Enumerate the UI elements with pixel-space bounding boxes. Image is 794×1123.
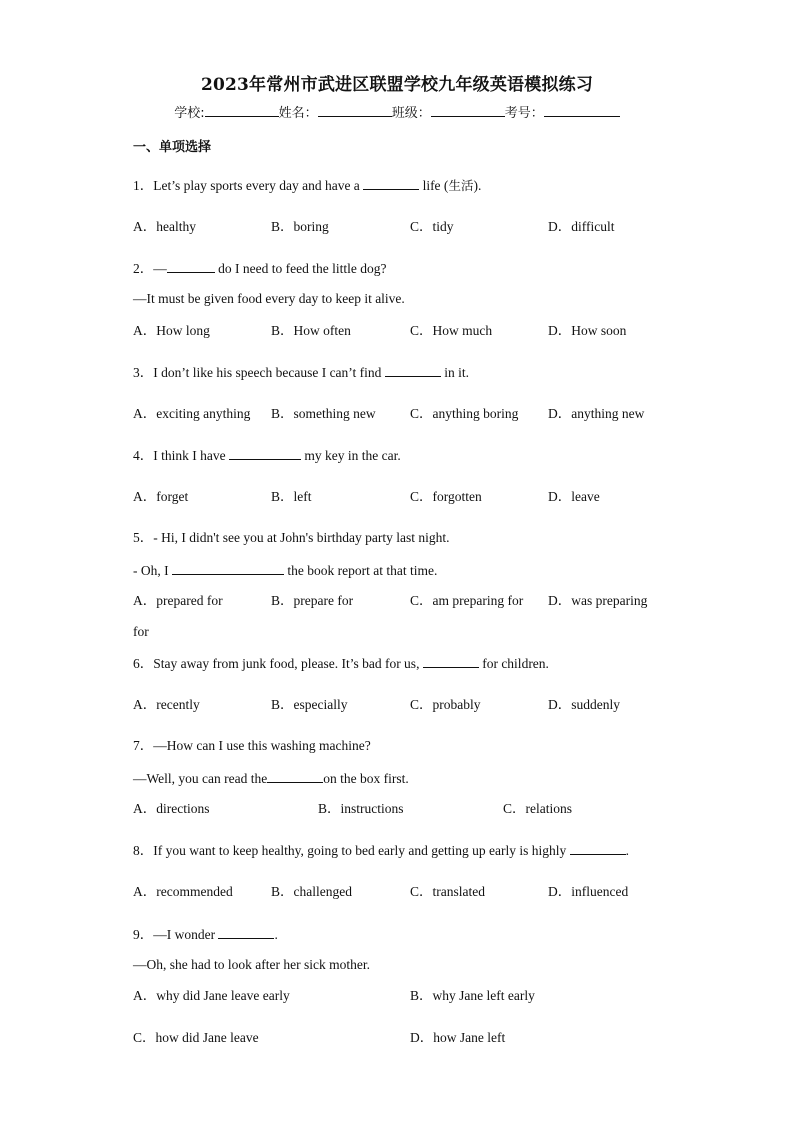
question-6-option-a[interactable]: A．recently (133, 697, 200, 712)
answer-blank (423, 654, 479, 668)
question-5-stem: 5．- Hi, I didn't see you at John's birthday party last night. (133, 530, 450, 545)
question-1-option-c[interactable]: C．tidy (410, 219, 454, 234)
class-blank[interactable] (431, 102, 505, 117)
student-info-row (0, 102, 794, 121)
school-label: 学校: (174, 106, 205, 121)
question-2-option-a[interactable]: A．How long (133, 323, 210, 338)
answer-blank (167, 259, 215, 273)
question-6-stem: 6．Stay away from junk food, please. It’s bad for us, for children. (133, 656, 549, 671)
question-4-stem: 4．I think I have my key in the car. (133, 448, 401, 463)
question-9-option-a[interactable]: A．why did Jane leave early (133, 988, 290, 1003)
question-3-stem: 3．I don’t like his speech because I can’t find in it. (133, 365, 469, 380)
question-2-stem: 2．— do I need to feed the little dog? (133, 261, 387, 276)
question-6-option-c[interactable]: C．probably (410, 697, 481, 712)
question-3-option-a[interactable]: A．exciting anything (133, 406, 251, 421)
question-9-option-c[interactable]: C．how did Jane leave (133, 1030, 259, 1045)
question-5-option-d[interactable]: D．was preparing (548, 593, 648, 608)
question-1-option-a[interactable]: A．healthy (133, 219, 196, 234)
question-3-option-b[interactable]: B．something new (271, 406, 376, 421)
question-5-option-c[interactable]: C．am preparing for (410, 593, 524, 608)
section-title: 一、单项选择 (133, 140, 212, 155)
question-1-option-d[interactable]: D．difficult (548, 219, 615, 234)
question-5-option-d-wrap: for (133, 624, 149, 639)
question-4-option-b[interactable]: B．left (271, 489, 312, 504)
school-blank[interactable] (205, 102, 279, 117)
class-label: 班级： (391, 106, 431, 121)
question-5-option-b[interactable]: B．prepare for (271, 593, 354, 608)
exam-no-label: 考号： (504, 106, 544, 121)
answer-blank (172, 561, 284, 575)
question-2-option-c[interactable]: C．How much (410, 323, 493, 338)
question-2-option-b[interactable]: B．How often (271, 323, 351, 338)
question-7-reply: —Well, you can read the on the box first. (133, 771, 409, 786)
question-3-option-c[interactable]: C．anything boring (410, 406, 519, 421)
question-2-reply: —It must be given food every day to keep it alive. (133, 291, 405, 306)
question-2-option-d[interactable]: D．How soon (548, 323, 627, 338)
name-label: 姓名： (278, 106, 318, 121)
question-9-option-d[interactable]: D．how Jane left (410, 1030, 506, 1045)
question-8-stem: 8．If you want to keep healthy, going to bed early and getting up early is highly . (133, 843, 630, 858)
question-6-option-b[interactable]: B．especially (271, 697, 348, 712)
question-1-stem: 1．Let’s play sports every day and have a life (生活). (133, 178, 482, 193)
question-4-option-c[interactable]: C．forgotten (410, 489, 482, 504)
question-7-option-b[interactable]: B．instructions (318, 801, 404, 816)
question-8-option-c[interactable]: C．translated (410, 884, 485, 899)
question-4-option-d[interactable]: D．leave (548, 489, 600, 504)
question-8-option-d[interactable]: D．influenced (548, 884, 629, 899)
answer-blank (385, 363, 441, 377)
question-8-option-a[interactable]: A．recommended (133, 884, 233, 899)
question-9-stem: 9．—I wonder . (133, 927, 278, 942)
answer-blank (363, 176, 419, 190)
question-8-option-b[interactable]: B．challenged (271, 884, 352, 899)
question-3-option-d[interactable]: D．anything new (548, 406, 645, 421)
question-9-reply: —Oh, she had to look after her sick mother. (133, 957, 370, 972)
question-5-option-a[interactable]: A．prepared for (133, 593, 223, 608)
name-blank[interactable] (318, 102, 392, 117)
question-7-option-a[interactable]: A．directions (133, 801, 210, 816)
question-7-stem: 7．—How can I use this washing machine? (133, 738, 371, 753)
question-6-option-d[interactable]: D．suddenly (548, 697, 620, 712)
question-1-option-b[interactable]: B．boring (271, 219, 329, 234)
question-4-option-a[interactable]: A．forget (133, 489, 189, 504)
question-9-option-b[interactable]: B．why Jane left early (410, 988, 535, 1003)
answer-blank (267, 769, 323, 783)
question-5-reply: - Oh, I the book report at that time. (133, 563, 438, 578)
exam-no-blank[interactable] (544, 102, 620, 117)
page-title: 2023年常州市武进区联盟学校九年级英语模拟练习 (200, 75, 594, 95)
answer-blank (570, 841, 626, 855)
answer-blank (229, 446, 301, 460)
question-7-option-c[interactable]: C．relations (503, 801, 572, 816)
answer-blank (218, 925, 274, 939)
